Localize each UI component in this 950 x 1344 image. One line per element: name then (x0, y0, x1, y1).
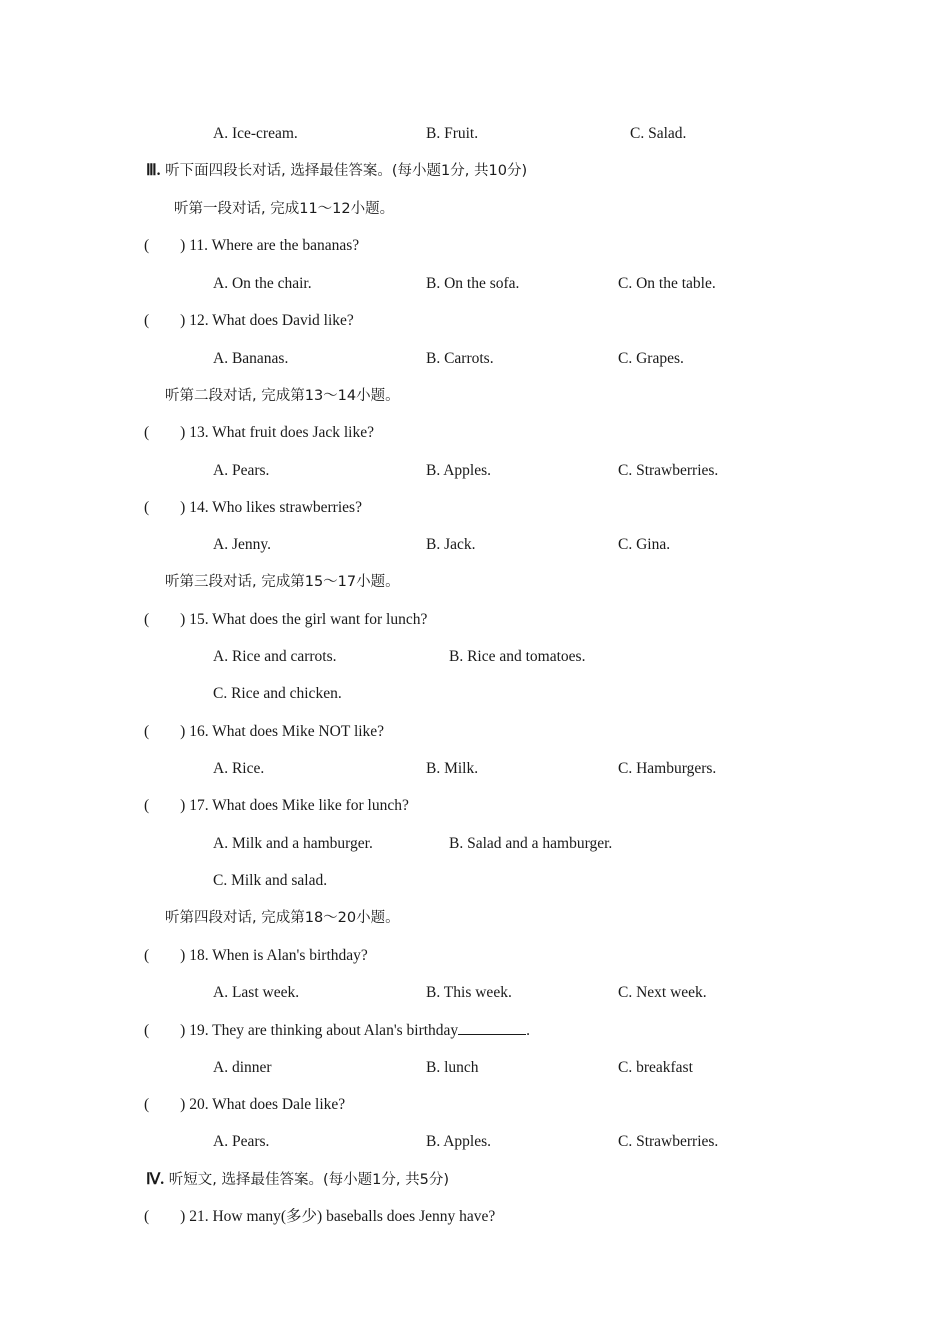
q13-option-b: B. Apples. (426, 462, 492, 479)
section-3-heading (146, 161, 527, 181)
question-19-text: ( ) 19. They are thinking about Alan's birthday (144, 1022, 459, 1039)
q15-option-b: B. Rice and tomatoes. (449, 648, 586, 665)
q16-option-b: B. Milk. (426, 760, 479, 777)
section-3-numeral: Ⅲ. (146, 162, 161, 179)
section-3-title: 听下面四段长对话, 选择最佳答案。(每小题1分, 共10分) (160, 163, 528, 179)
q18-option-a: A. Last week. (213, 984, 300, 1001)
q20-option-a: A. Pears. (213, 1133, 270, 1150)
dialogue-1-intro: 听第一段对话, 完成11～12小题。 (174, 201, 395, 217)
q17-option-b: B. Salad and a hamburger. (449, 835, 613, 852)
dialogue-2-intro: 听第二段对话, 完成第13～14小题。 (165, 388, 400, 404)
q17-option-a: A. Milk and a hamburger. (213, 835, 373, 852)
question-11-stem: ( ) 11. Where are the bananas? (144, 237, 360, 254)
q19-option-a: A. dinner (213, 1059, 272, 1076)
q18-option-c: C. Next week. (618, 984, 707, 1001)
q16-option-a: A. Rice. (213, 760, 265, 777)
q16-option-c: C. Hamburgers. (618, 760, 717, 777)
section-4-numeral: Ⅳ. (146, 1171, 165, 1188)
dialogue-3-intro: 听第三段对话, 完成第15～17小题。 (165, 574, 400, 590)
q11-option-c: C. On the table. (618, 275, 716, 292)
q12-option-b: B. Carrots. (426, 350, 494, 367)
question-21-stem: ( ) 21. How many(多少) baseballs does Jenny have? (144, 1208, 496, 1225)
option-b: B. Fruit. (426, 125, 479, 142)
question-18-stem: ( ) 18. When is Alan's birthday? (144, 947, 368, 964)
q12-option-a: A. Bananas. (213, 350, 289, 367)
question-13-stem: ( ) 13. What fruit does Jack like? (144, 424, 374, 441)
q14-option-a: A. Jenny. (213, 536, 271, 553)
q19-option-b: B. lunch (426, 1059, 479, 1076)
question-12-stem: ( ) 12. What does David like? (144, 312, 354, 329)
section-4-title: 听短文, 选择最佳答案。(每小题1分, 共5分) (164, 1172, 449, 1188)
section-4-heading (146, 1170, 449, 1190)
q14-option-b: B. Jack. (426, 536, 476, 553)
dialogue-4-intro: 听第四段对话, 完成第18～20小题。 (165, 910, 400, 926)
q15-option-a: A. Rice and carrots. (213, 648, 337, 665)
question-16-stem: ( ) 16. What does Mike NOT like? (144, 723, 385, 740)
q20-option-b: B. Apples. (426, 1133, 492, 1150)
q13-option-c: C. Strawberries. (618, 462, 719, 479)
question-15-stem: ( ) 15. What does the girl want for lunch? (144, 611, 428, 628)
question-14-stem: ( ) 14. Who likes strawberries? (144, 499, 362, 516)
question-19-end: . (526, 1022, 531, 1039)
question-19-stem (144, 1020, 530, 1041)
q17-option-c: C. Milk and salad. (213, 872, 328, 889)
question-20-stem: ( ) 20. What does Dale like? (144, 1096, 346, 1113)
q13-option-a: A. Pears. (213, 462, 270, 479)
q19-option-c: C. breakfast (618, 1059, 693, 1076)
q15-option-c: C. Rice and chicken. (213, 685, 342, 702)
question-17-stem: ( ) 17. What does Mike like for lunch? (144, 797, 409, 814)
q20-option-c: C. Strawberries. (618, 1133, 719, 1150)
q18-option-b: B. This week. (426, 984, 512, 1001)
q11-option-b: B. On the sofa. (426, 275, 520, 292)
answer-blank (458, 1020, 526, 1035)
option-c: C. Salad. (630, 125, 687, 142)
option-a: A. Ice-cream. (213, 125, 298, 142)
q14-option-c: C. Gina. (618, 536, 671, 553)
q11-option-a: A. On the chair. (213, 275, 312, 292)
q12-option-c: C. Grapes. (618, 350, 684, 367)
